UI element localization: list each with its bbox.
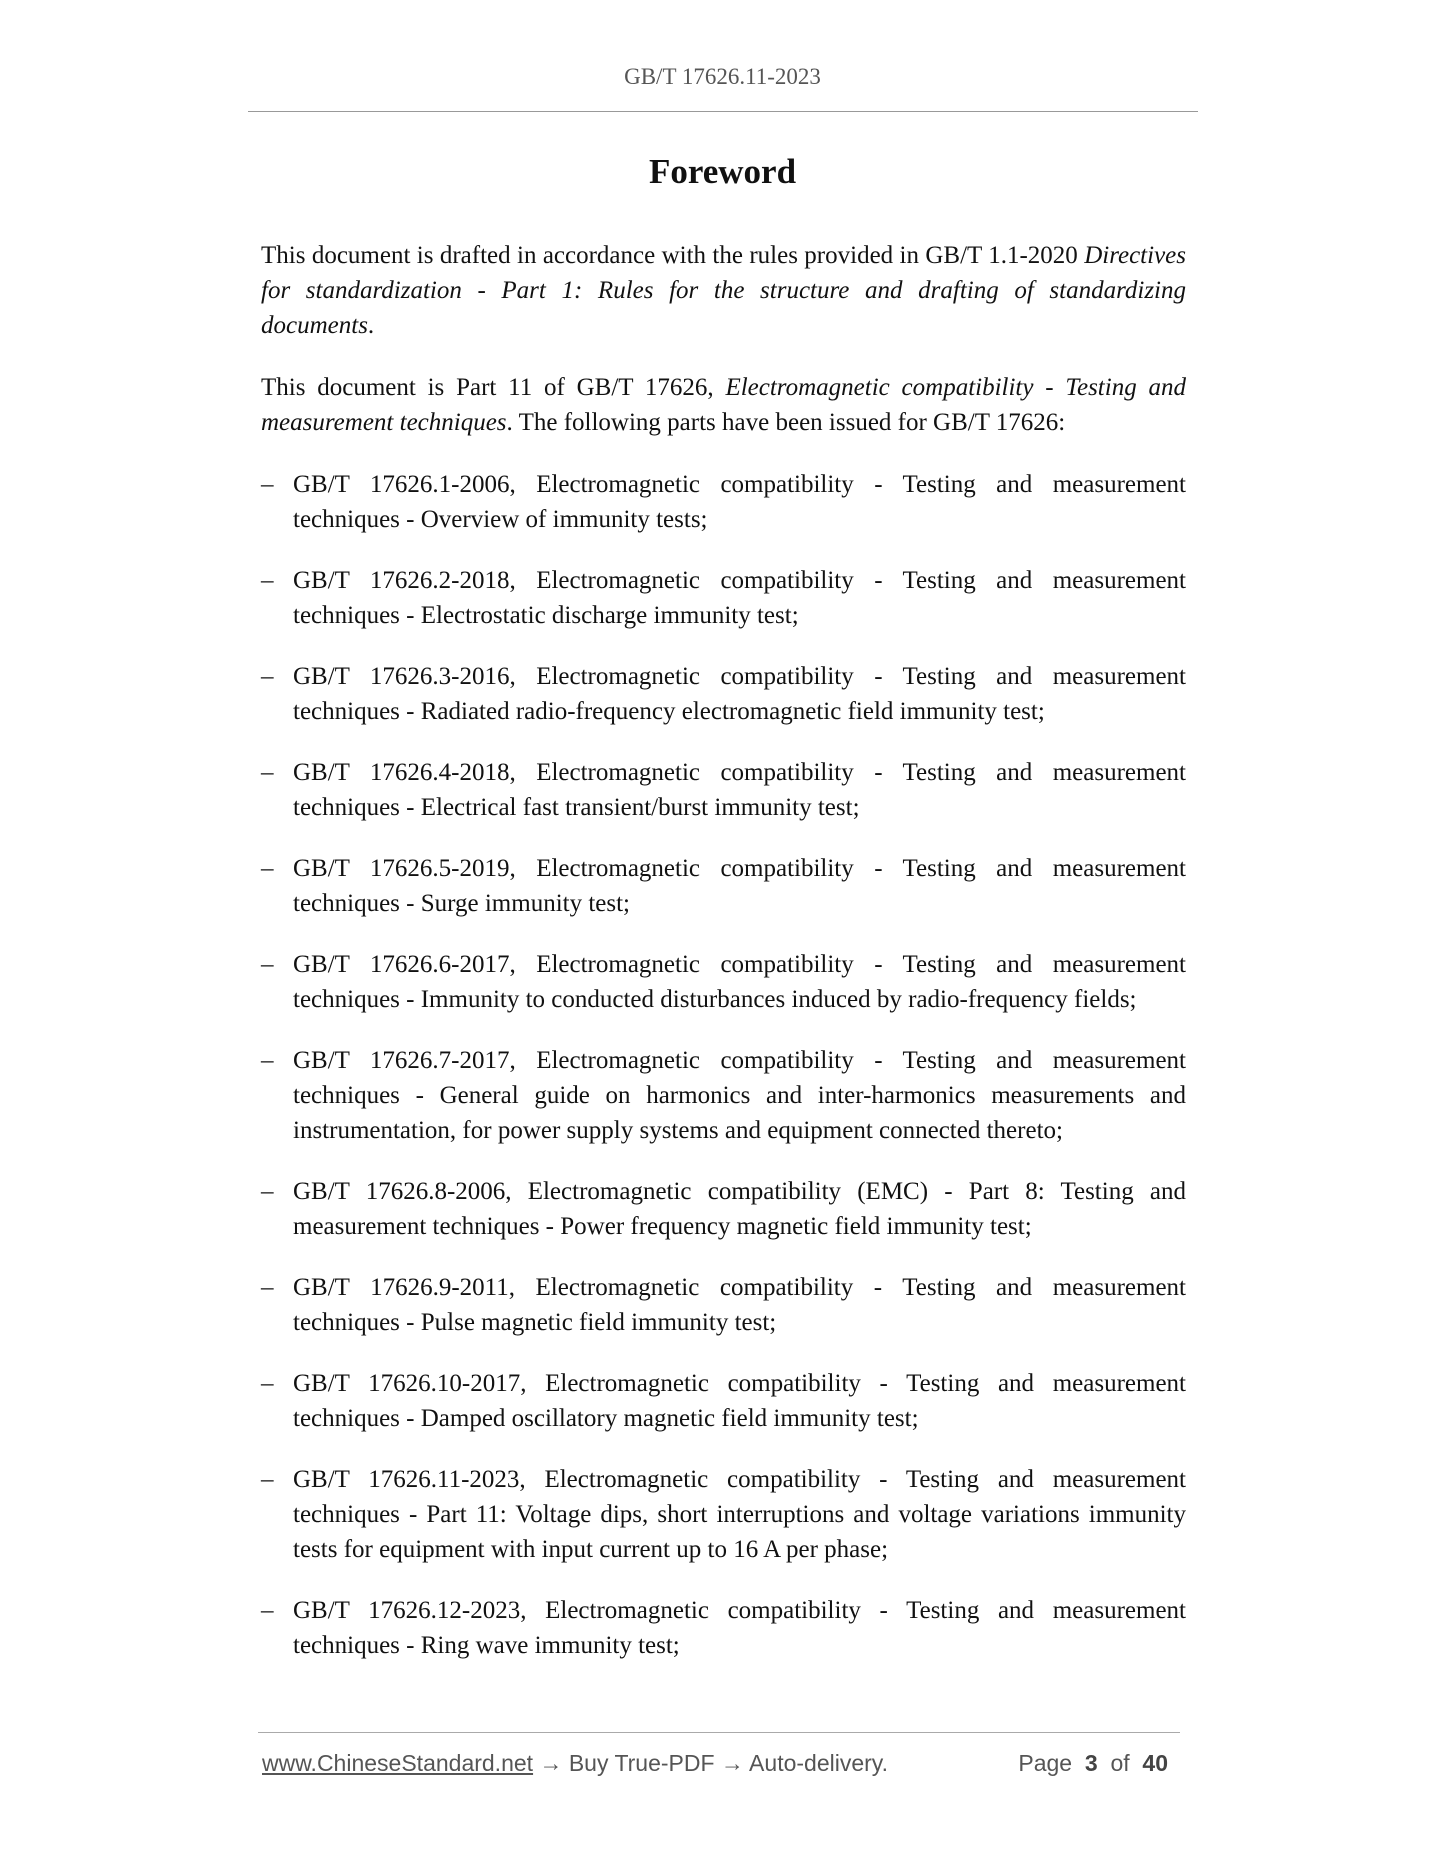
dash-bullet: –: [261, 1466, 274, 1493]
of-label: of: [1110, 1750, 1130, 1776]
document-body: [261, 238, 1186, 1689]
page-number: [1018, 1750, 1168, 1777]
list-item-text: GB/T 17626.1-2006, Electromagnetic compatibility - Testing and measurement techniques - Overview of immunity tests;: [293, 471, 1186, 533]
text: This document is drafted in accordance with the rules provided in GB/T 1.1-2020: [261, 242, 1085, 269]
list-item: [261, 467, 1186, 537]
text: This document is Part 11 of GB/T 17626,: [261, 374, 726, 401]
running-header: GB/T 17626.11-2023: [624, 64, 821, 89]
current-page: 3: [1084, 1750, 1098, 1776]
list-item: [261, 1174, 1186, 1244]
list-item: [261, 1593, 1186, 1663]
list-item-text: GB/T 17626.6-2017, Electromagnetic compatibility - Testing and measurement techniques - Immunity to conducted disturbances induced by radio-frequency fields;: [293, 951, 1186, 1013]
list-item: [261, 947, 1186, 1017]
parts-list: [261, 467, 1186, 1663]
paragraph-2: [261, 370, 1186, 440]
dash-bullet: –: [261, 663, 274, 690]
list-item: [261, 851, 1186, 921]
list-item: [261, 659, 1186, 729]
italic-title: Directives for standardization - Part 1: Rules for the structure and drafting of standardizing documents: [261, 242, 1186, 339]
dash-bullet: –: [261, 855, 274, 882]
footer-text: → Buy True-PDF → Auto-delivery.: [533, 1750, 888, 1776]
dash-bullet: –: [261, 1274, 274, 1301]
footer: [262, 1750, 1180, 1777]
dash-bullet: –: [261, 759, 274, 786]
paragraph-1: [261, 238, 1186, 343]
text: . The following parts have been issued for GB/T 17626:: [506, 409, 1066, 436]
dash-bullet: –: [261, 1047, 274, 1074]
italic-title: Electromagnetic compatibility - Testing and measurement techniques: [261, 374, 1186, 436]
dash-bullet: –: [261, 1178, 274, 1205]
header-divider: [248, 111, 1198, 112]
list-item: [261, 1462, 1186, 1567]
footer-divider: [258, 1732, 1180, 1733]
total-pages: 40: [1142, 1750, 1168, 1776]
footer-promo: [262, 1750, 888, 1777]
list-item: [261, 1043, 1186, 1148]
website-link[interactable]: www.ChineseStandard.net: [262, 1750, 534, 1776]
list-item: [261, 755, 1186, 825]
page-label: Page: [1018, 1750, 1073, 1776]
list-item-text: GB/T 17626.2-2018, Electromagnetic compatibility - Testing and measurement techniques - Electrostatic discharge immunity test;: [293, 567, 1186, 629]
list-item-text: GB/T 17626.10-2017, Electromagnetic compatibility - Testing and measurement techniques - Damped oscillatory magnetic field immunity test;: [293, 1370, 1186, 1432]
list-item-text: GB/T 17626.3-2016, Electromagnetic compatibility - Testing and measurement techniques - Radiated radio-frequency electromagnetic field immunity test;: [293, 663, 1186, 725]
list-item: [261, 1366, 1186, 1436]
dash-bullet: –: [261, 1597, 274, 1624]
dash-bullet: –: [261, 1370, 274, 1397]
page-title: Foreword: [648, 152, 797, 191]
dash-bullet: –: [261, 951, 274, 978]
list-item-text: GB/T 17626.12-2023, Electromagnetic compatibility - Testing and measurement techniques - Ring wave immunity test;: [293, 1597, 1186, 1659]
text: .: [367, 312, 375, 339]
list-item-text: GB/T 17626.11-2023, Electromagnetic compatibility - Testing and measurement techniques - Part 11: Voltage dips, short interruptions and voltage variations immunity tests for equipment with input current up to 16 A per phase;: [293, 1466, 1186, 1563]
list-item-text: GB/T 17626.7-2017, Electromagnetic compatibility - Testing and measurement techniques - General guide on harmonics and inter-harmonics measurements and instrumentation, for power supply systems and equipment connected thereto;: [293, 1047, 1186, 1144]
list-item-text: GB/T 17626.5-2019, Electromagnetic compatibility - Testing and measurement techniques - Surge immunity test;: [293, 855, 1186, 917]
list-item: [261, 1270, 1186, 1340]
list-item-text: GB/T 17626.4-2018, Electromagnetic compatibility - Testing and measurement techniques - Electrical fast transient/burst immunity test;: [293, 759, 1186, 821]
list-item-text: GB/T 17626.8-2006, Electromagnetic compatibility (EMC) - Part 8: Testing and measurement techniques - Power frequency magnetic field immunity test;: [293, 1178, 1186, 1240]
dash-bullet: –: [261, 471, 274, 498]
list-item: [261, 563, 1186, 633]
list-item-text: GB/T 17626.9-2011, Electromagnetic compatibility - Testing and measurement techniques - Pulse magnetic field immunity test;: [293, 1274, 1186, 1336]
dash-bullet: –: [261, 567, 274, 594]
